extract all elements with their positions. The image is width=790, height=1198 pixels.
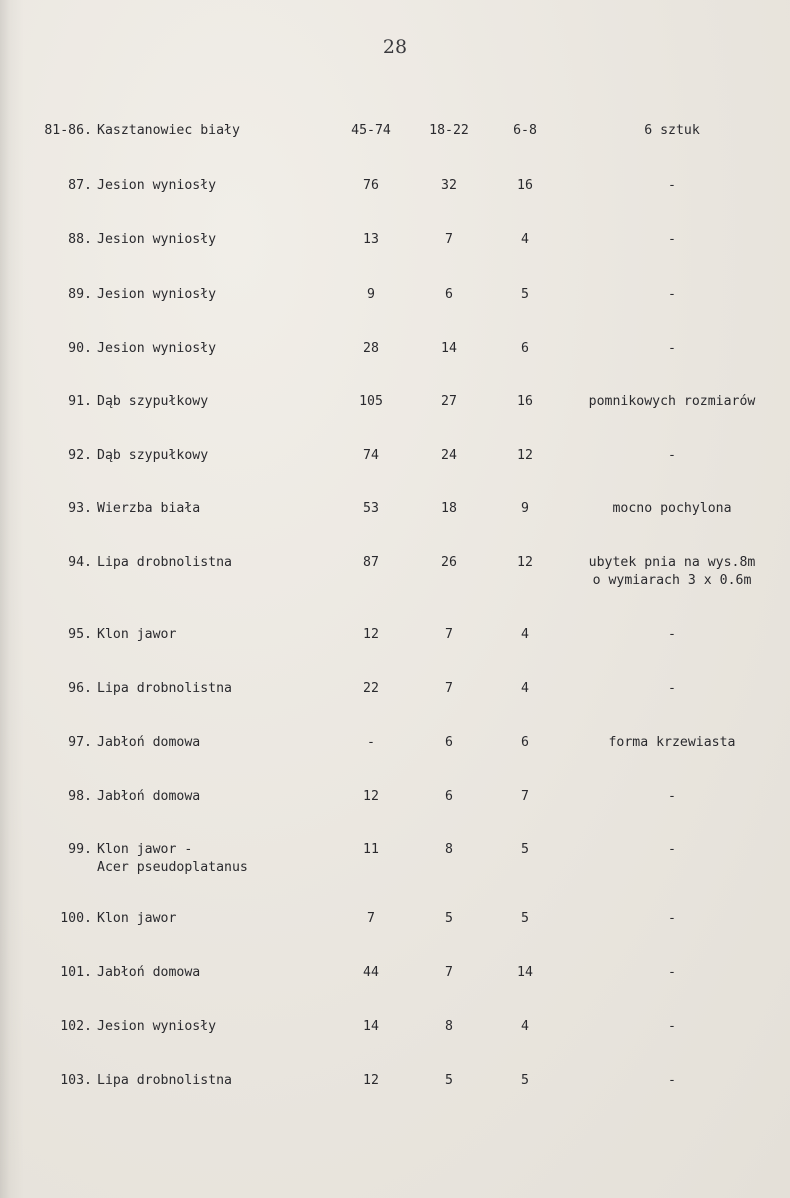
value-col-1: 87 — [363, 555, 379, 570]
row-note: forma krzewiasta — [608, 735, 736, 750]
table-row — [0, 122, 790, 166]
row-note: pomnikowych rozmiarów — [588, 394, 756, 409]
tree-name: Kasztanowiec biały — [97, 123, 240, 138]
tree-name: Jesion wyniosły — [97, 232, 217, 247]
value-col-1: 9 — [367, 287, 375, 302]
tree-name: Lipa drobnolistna — [97, 1073, 232, 1088]
value-col-1: 28 — [363, 341, 379, 356]
value-col-2: 7 — [445, 965, 453, 980]
page-number: 28 — [382, 36, 408, 58]
tree-name: Wierzba biała — [97, 501, 201, 516]
row-note: - — [668, 287, 676, 302]
value-col-2: 7 — [445, 681, 453, 696]
value-col-2: 8 — [445, 1019, 453, 1034]
tree-name: Dąb szypułkowy — [97, 394, 209, 409]
value-col-3: 16 — [517, 394, 533, 409]
tree-name: Klon jawor — [97, 911, 177, 926]
row-number: 97. — [68, 735, 92, 750]
value-col-1: 76 — [363, 178, 379, 193]
value-col-3: 5 — [521, 911, 529, 926]
row-note: - — [668, 232, 676, 247]
value-col-2: 18-22 — [429, 123, 469, 138]
row-number: 87. — [68, 178, 92, 193]
row-number: 93. — [68, 501, 92, 516]
value-col-2: 7 — [445, 232, 453, 247]
value-col-3: 4 — [521, 1019, 529, 1034]
value-col-2: 6 — [445, 735, 453, 750]
tree-name: Jesion wyniosły — [97, 287, 217, 302]
table-row — [0, 1018, 790, 1062]
value-col-2: 26 — [441, 555, 457, 570]
table-row — [0, 788, 790, 832]
row-number: 81-86. — [44, 123, 92, 138]
row-note: - — [668, 1073, 676, 1088]
row-note: 6 sztuk — [644, 123, 700, 138]
value-col-2: 18 — [441, 501, 457, 516]
row-number: 94. — [68, 555, 92, 570]
row-number: 89. — [68, 287, 92, 302]
table-row — [0, 231, 790, 275]
table-row — [0, 1072, 790, 1116]
row-note: - — [668, 681, 676, 696]
value-col-3: 12 — [517, 448, 533, 463]
value-col-3: 9 — [521, 501, 529, 516]
table-row — [0, 393, 790, 437]
row-note: - — [668, 842, 676, 857]
tree-name: Lipa drobnolistna — [97, 681, 232, 696]
row-number: 91. — [68, 394, 92, 409]
tree-name: Jabłoń domowa — [97, 789, 201, 804]
row-note: - — [668, 911, 676, 926]
row-note: - — [668, 1019, 676, 1034]
value-col-1: 7 — [367, 911, 375, 926]
value-col-1: 14 — [363, 1019, 379, 1034]
value-col-3: 6 — [521, 735, 529, 750]
table-row — [0, 964, 790, 1008]
tree-name: Lipa drobnolistna — [97, 555, 232, 570]
tree-name: Dąb szypułkowy — [97, 448, 209, 463]
row-note: - — [668, 627, 676, 642]
table-row — [0, 680, 790, 724]
row-number: 96. — [68, 681, 92, 696]
value-col-2: 7 — [445, 627, 453, 642]
value-col-3: 5 — [521, 287, 529, 302]
row-number: 92. — [68, 448, 92, 463]
row-note: - — [668, 965, 676, 980]
value-col-3: 6-8 — [513, 123, 537, 138]
row-number: 100. — [60, 911, 92, 926]
table-row — [0, 500, 790, 544]
row-number: 88. — [68, 232, 92, 247]
value-col-2: 5 — [445, 1073, 453, 1088]
tree-name: Klon jawor — [97, 627, 177, 642]
value-col-2: 24 — [441, 448, 457, 463]
row-number: 103. — [60, 1073, 92, 1088]
value-col-1: - — [367, 735, 375, 750]
table-row — [0, 734, 790, 778]
value-col-1: 12 — [363, 789, 379, 804]
value-col-3: 4 — [521, 232, 529, 247]
table-row — [0, 177, 790, 221]
value-col-3: 4 — [521, 681, 529, 696]
row-number: 98. — [68, 789, 92, 804]
row-note: - — [668, 448, 676, 463]
row-number: 99. — [68, 842, 92, 857]
row-number: 95. — [68, 627, 92, 642]
tree-name: Jesion wyniosły — [97, 1019, 217, 1034]
tree-name: Klon jawor - Acer pseudoplatanus — [97, 842, 248, 875]
value-col-1: 12 — [363, 1073, 379, 1088]
value-col-3: 5 — [521, 1073, 529, 1088]
value-col-1: 11 — [363, 842, 379, 857]
table-row — [0, 554, 790, 598]
row-number: 102. — [60, 1019, 92, 1034]
value-col-3: 6 — [521, 341, 529, 356]
value-col-1: 74 — [363, 448, 379, 463]
table-row — [0, 910, 790, 954]
value-col-1: 45-74 — [351, 123, 391, 138]
value-col-3: 7 — [521, 789, 529, 804]
value-col-2: 6 — [445, 789, 453, 804]
table-row — [0, 841, 790, 885]
value-col-3: 16 — [517, 178, 533, 193]
value-col-3: 5 — [521, 842, 529, 857]
value-col-2: 8 — [445, 842, 453, 857]
table-row — [0, 286, 790, 330]
row-note: - — [668, 341, 676, 356]
value-col-1: 22 — [363, 681, 379, 696]
value-col-1: 105 — [359, 394, 383, 409]
value-col-2: 27 — [441, 394, 457, 409]
value-col-1: 13 — [363, 232, 379, 247]
value-col-2: 5 — [445, 911, 453, 926]
tree-name: Jabłoń domowa — [97, 965, 201, 980]
value-col-2: 14 — [441, 341, 457, 356]
value-col-1: 44 — [363, 965, 379, 980]
row-number: 101. — [60, 965, 92, 980]
value-col-1: 12 — [363, 627, 379, 642]
value-col-1: 53 — [363, 501, 379, 516]
value-col-2: 32 — [441, 178, 457, 193]
tree-name: Jabłoń domowa — [97, 735, 201, 750]
row-note: ubytek pnia na wys.8m o wymiarach 3 x 0.6m — [588, 555, 756, 588]
tree-name: Jesion wyniosły — [97, 178, 217, 193]
value-col-3: 14 — [517, 965, 533, 980]
table-row — [0, 447, 790, 491]
table-row — [0, 626, 790, 670]
tree-name: Jesion wyniosły — [97, 341, 217, 356]
row-note: - — [668, 178, 676, 193]
row-note: mocno pochylona — [612, 501, 732, 516]
value-col-3: 4 — [521, 627, 529, 642]
value-col-3: 12 — [517, 555, 533, 570]
value-col-2: 6 — [445, 287, 453, 302]
table-row — [0, 340, 790, 384]
row-note: - — [668, 789, 676, 804]
row-number: 90. — [68, 341, 92, 356]
